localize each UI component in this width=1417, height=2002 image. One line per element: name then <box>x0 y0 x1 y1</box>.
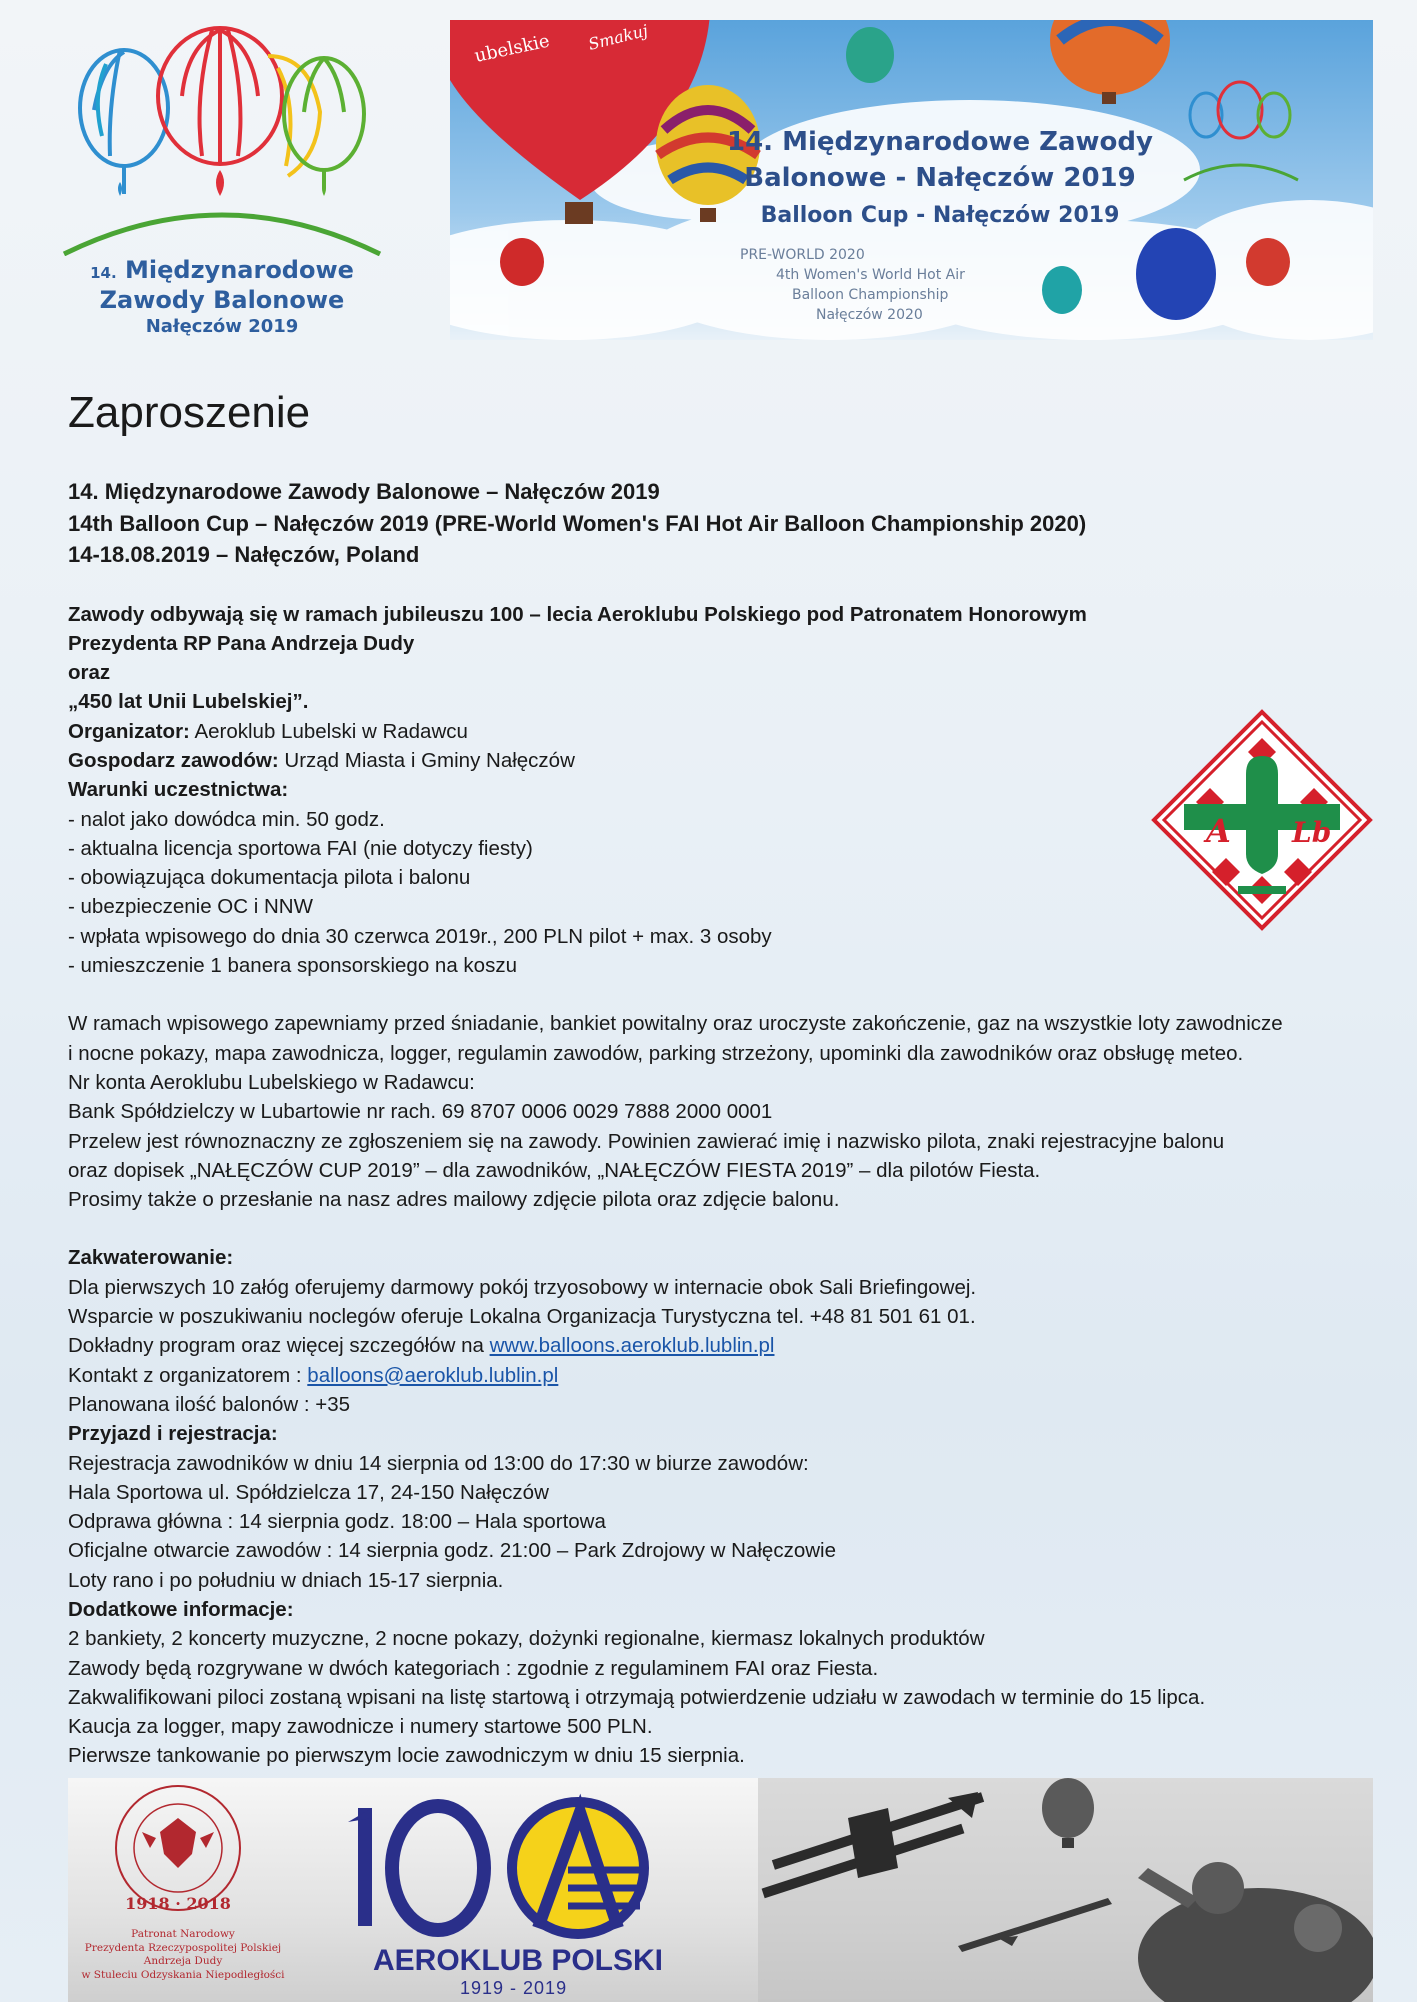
patronage-line-4: w Stuleciu Odzyskania Niepodległości <box>81 1968 285 1981</box>
fee-line: oraz dopisek „NAŁĘCZÓW CUP 2019” – dla zawodników, „NAŁĘCZÓW FIESTA 2019” – dla pilotów Fiesta. <box>68 1158 1041 1182</box>
fee-line: W ramach wpisowego zapewniamy przed śniadanie, bankiet powitalny oraz uroczyste zakończenie, gaz na wszystkie loty zawodnicze <box>68 1012 1283 1036</box>
arrival-item: Hala Sportowa ul. Spółdzielcza 17, 24-150 Nałęczów <box>68 1480 549 1504</box>
banner-preworld <box>740 245 1020 325</box>
additional-item: Zakwalifikowani piloci zostaną wpisani na listę startową i otrzymają potwierdzenie udziału w zawodach w terminie do 15 lipca. <box>68 1685 1206 1709</box>
banner-subtitle: Balloon Cup - Nałęczów 2019 <box>760 203 1120 228</box>
additional-item: Zawody będą rozgrywane w dwóch kategoriach : zgodnie z regulaminem FAI oraz Fiesta. <box>68 1656 879 1680</box>
alb-letters-lb: Lb <box>1292 816 1332 849</box>
additional-label: Dodatkowe informacje: <box>68 1598 294 1621</box>
logo-line-1: 14. Międzynarodowe <box>90 256 354 284</box>
arrival-item: Loty rano i po południu w dniach 15-17 sierpnia. <box>68 1568 504 1592</box>
fee-line: Prosimy także o przesłanie na nasz adres mailowy zdjęcie pilota oraz zdjęcie balonu. <box>68 1188 840 1212</box>
banner-balloon-text-1: ubelskie <box>472 30 552 67</box>
additional-item: 2 bankiety, 2 koncerty muzyczne, 2 nocne pokazy, dożynki regionalne, kiermasz lokalnych produktów <box>68 1627 985 1651</box>
arrival-label: Przyjazd i rejestracja: <box>68 1422 278 1446</box>
planned-balloons: Planowana ilość balonów : +35 <box>68 1392 351 1416</box>
event-banner <box>450 20 1373 340</box>
heading-line-3: 14-18.08.2019 – Nałęczów, Poland <box>68 542 420 567</box>
event-logo <box>62 16 382 346</box>
host-label: Gospodarz zawodów: <box>68 748 279 772</box>
contact-email-link[interactable]: balloons@aeroklub.lublin.pl <box>307 1363 559 1387</box>
logo-line-3: Nałęczów 2019 <box>145 316 299 337</box>
condition-item: - wpłata wpisowego do dnia 30 czerwca 2019r., 200 PLN pilot + max. 3 osoby <box>68 924 772 948</box>
organizer-value: Aeroklub Lubelski w Radawcu <box>189 719 468 743</box>
aeroklub-100-logo <box>348 1802 644 1934</box>
invitation-body <box>68 476 1368 1771</box>
intro-line-3: oraz <box>68 661 111 685</box>
intro-line-2: Prezydenta RP Pana Andrzeja Dudy <box>68 631 415 655</box>
aeroklub-polski-years: 1919 - 2019 <box>460 1978 568 1998</box>
additional-item: Pierwsze tankowanie po pierwszym locie zawodniczym w dniu 15 sierpnia. <box>68 1744 745 1768</box>
condition-item: - obowiązująca dokumentacja pilota i balonu <box>68 866 471 890</box>
seal-years: 1918 · 2018 <box>125 1894 231 1913</box>
program-line <box>68 1331 1368 1360</box>
banner-title-line-2: Balonowe - Nałęczów 2019 <box>744 163 1136 193</box>
arrival-item: Odprawa główna : 14 sierpnia godz. 18:00 – Hala sportowa <box>68 1510 606 1534</box>
condition-item: - ubezpieczenie OC i NNW <box>68 895 313 919</box>
intro-line-4: „450 lat Unii Lubelskiej”. <box>68 690 309 714</box>
footer-banner <box>68 1778 1373 2002</box>
banner-preworld-line-1: PRE-WORLD 2020 <box>740 247 865 263</box>
banner-preworld-line-4: Nałęczów 2020 <box>816 307 923 323</box>
additional-item: Kaucja za logger, mapy zawodnicze i numery startowe 500 PLN. <box>68 1715 653 1739</box>
accommodation-label: Zakwaterowanie: <box>68 1246 234 1270</box>
fee-line: Nr konta Aeroklubu Lubelskiego w Radawcu: <box>68 1070 475 1094</box>
patronage-line-1: Patronat Narodowy <box>131 1928 235 1940</box>
patronage-line-2: Prezydenta Rzeczypospolitej Polskiej <box>84 1941 282 1954</box>
condition-item: - aktualna licencja sportowa FAI (nie dotyczy fiesty) <box>68 836 533 860</box>
patronage-text <box>78 1928 288 1982</box>
banner-preworld-line-3: Balloon Championship <box>792 287 949 303</box>
host-value: Urząd Miasta i Gminy Nałęczów <box>278 748 575 772</box>
heading-line-1: 14. Międzynarodowe Zawody Balonowe – Nałęczów 2019 <box>68 479 660 504</box>
logo-line-2: Zawody Balonowe <box>99 286 345 314</box>
aeroklub-lubelski-logo <box>1150 708 1374 932</box>
condition-item: - nalot jako dowódca min. 50 godz. <box>68 807 385 831</box>
condition-item: - umieszczenie 1 banera sponsorskiego na koszu <box>68 954 517 978</box>
heading-line-2: 14th Balloon Cup – Nałęczów 2019 (PRE-World Women's FAI Hot Air Balloon Championship 2020) <box>68 510 1087 536</box>
banner-preworld-line-2: 4th Women's World Hot Air <box>776 267 965 283</box>
organizer-label: Organizator: <box>68 719 190 743</box>
banner-balloon-text-2: Smakuj <box>586 20 650 54</box>
program-link[interactable]: www.balloons.aeroklub.lublin.pl <box>489 1334 775 1358</box>
program-prefix: Dokładny program oraz więcej szczegółów na <box>68 1334 490 1358</box>
arrival-item: Oficjalne otwarcie zawodów : 14 sierpnia godz. 21:00 – Park Zdrojowy w Nałęczowie <box>68 1539 836 1563</box>
alb-logo-graphic <box>1150 708 1374 932</box>
contact-line <box>68 1361 1368 1390</box>
fee-line: Przelew jest równoznaczny ze zgłoszeniem się na zawody. Powinien zawierać imię i nazwisko pilota, znaki rejestracyjne balonu <box>68 1129 1225 1153</box>
intro-line-1: Zawody odbywają się w ramach jubileuszu 100 – lecia Aeroklubu Polskiego pod Patronatem Honorowym <box>68 602 1087 626</box>
accommodation-line-2: Wsparcie w poszukiwaniu noclegów oferuje Lokalna Organizacja Turystyczna tel. +48 81 501 61 01. <box>68 1305 976 1329</box>
banner-title-line-1: 14. Międzynarodowe Zawody <box>727 127 1153 157</box>
aeroklub-polski-name: AEROKLUB POLSKI <box>372 1944 663 1977</box>
patronage-line-3: Andrzeja Dudy <box>143 1955 223 1967</box>
alb-letter-a: A <box>1206 812 1231 850</box>
fee-line: i nocne pokazy, mapa zawodnicza, logger, regulamin zawodów, parking strzeżony, upominki dla zawodników oraz obsługę meteo. <box>68 1041 1244 1065</box>
bank-account-line: Bank Spółdzielczy w Lubartowie nr rach. 69 8707 0006 0029 7888 2000 0001 <box>68 1100 773 1124</box>
conditions-label: Warunki uczestnictwa: <box>68 778 289 802</box>
page-title: Zaproszenie <box>68 388 311 437</box>
independence-seal-icon <box>116 1786 240 1910</box>
contact-prefix: Kontakt z organizatorem : <box>68 1363 308 1387</box>
accommodation-line-1: Dla pierwszych 10 załóg oferujemy darmowy pokój trzyosobowy w internacie obok Sali Briefingowej. <box>68 1275 977 1299</box>
balloons-logo-graphic <box>62 16 382 256</box>
banner-title <box>720 124 1160 196</box>
arrival-item: Rejestracja zawodników w dniu 14 sierpnia od 13:00 do 17:30 w biurze zawodów: <box>68 1451 809 1475</box>
